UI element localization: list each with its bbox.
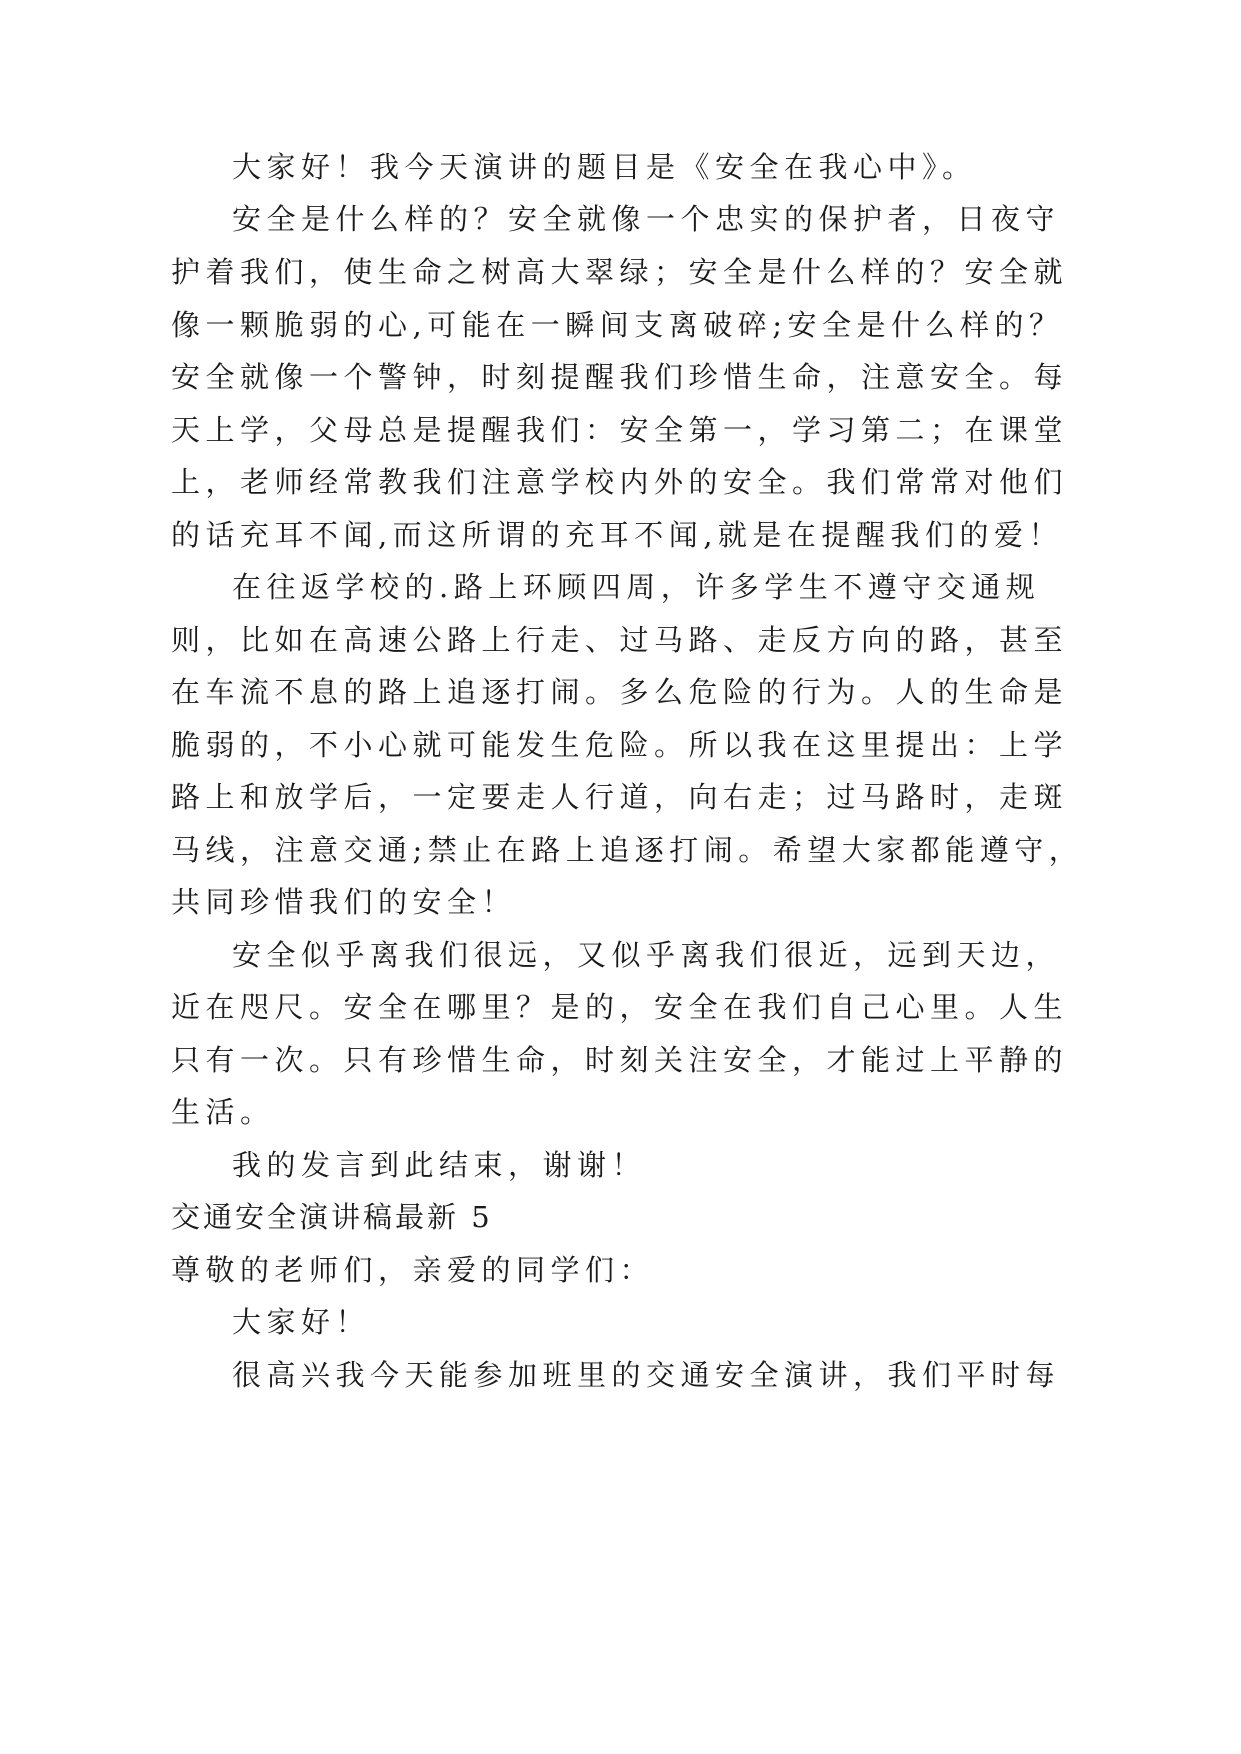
paragraph-line: 我的发言到此结束，谢谢！ — [232, 1148, 647, 1182]
paragraph-line: 安全是什么样的？安全就像一个忠实的保护者，日夜守 — [232, 202, 1061, 236]
paragraph-line: 护着我们，使生命之树高大翠绿；安全是什么样的？安全就 — [171, 255, 1069, 289]
paragraph-line: 近在咫尺。安全在哪里？是的，安全在我们自己心里。人生 — [171, 990, 1069, 1024]
paragraph-line: 像一颗脆弱的心,可能在一瞬间支离破碎;安全是什么样的？ — [171, 308, 1064, 342]
paragraph-line: 则，比如在高速公路上行走、过马路、走反方向的路，甚至 — [171, 623, 1069, 657]
paragraph-line: 很高兴我今天能参加班里的交通安全演讲，我们平时每 — [232, 1358, 1061, 1392]
section-heading: 交通安全演讲稿最新 5 — [171, 1200, 493, 1234]
paragraph-line: 上，老师经常教我们注意学校内外的安全。我们常常对他们 — [171, 465, 1069, 499]
greeting-line: 大家好！ — [232, 1305, 371, 1339]
paragraph-line: 马线，注意交通;禁止在路上追逐打闹。希望大家都能遵守， — [171, 833, 1084, 867]
paragraph-line: 生活。 — [171, 1095, 275, 1129]
paragraph-line: 的话充耳不闻,而这所谓的充耳不闻,就是在提醒我们的爱！ — [171, 518, 1063, 552]
paragraph-line: 在往返学校的.路上环顾四周，许多学生不遵守交通规 — [232, 570, 1041, 604]
paragraph-line: 共同珍惜我们的安全！ — [171, 885, 517, 919]
paragraph-line: 安全就像一个警钟，时刻提醒我们珍惜生命，注意安全。每 — [171, 360, 1069, 394]
salutation-line: 尊敬的老师们，亲爱的同学们： — [171, 1253, 655, 1287]
paragraph-line: 在车流不息的路上追逐打闹。多么危险的行为。人的生命是 — [171, 675, 1069, 709]
paragraph-line: 大家好！我今天演讲的题目是《安全在我心中》。 — [232, 150, 977, 184]
paragraph-line: 脆弱的，不小心就可能发生危险。所以我在这里提出：上学 — [171, 728, 1069, 762]
paragraph-line: 天上学，父母总是提醒我们：安全第一，学习第二；在课堂 — [171, 413, 1069, 447]
paragraph-line: 路上和放学后，一定要走人行道，向右走；过马路时，走斑 — [171, 780, 1069, 814]
paragraph-line: 只有一次。只有珍惜生命，时刻关注安全，才能过上平静的 — [171, 1043, 1069, 1077]
paragraph-line: 安全似乎离我们很远，又似乎离我们很近，远到天边， — [232, 938, 1061, 972]
